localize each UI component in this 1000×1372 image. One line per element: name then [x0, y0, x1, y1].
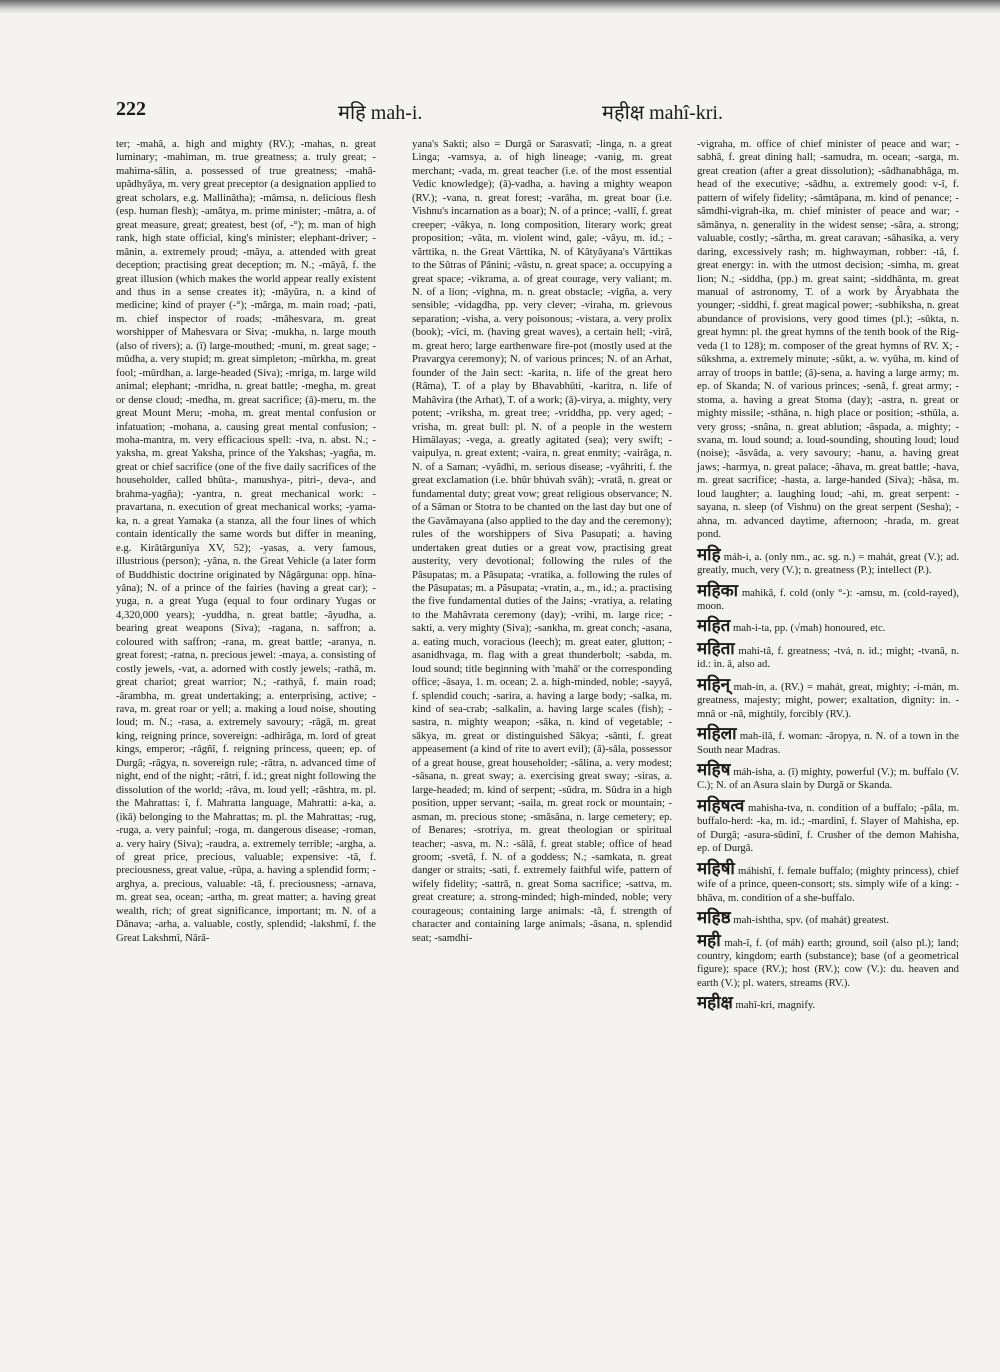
entry-text: mah-ín, a. (RV.) = mahát, great, mighty; -i-mán, m. greatness, majesty; might, power; exaltation, dignity: in. -mnâ or -nâ, mightily, forcibly (RV.).	[697, 680, 959, 720]
right-running-head: महीक्ष mahî-kri.	[602, 102, 723, 124]
entry-text: mah-i-ta, pp. (√mah) honoured, etc.	[732, 622, 886, 635]
entry-headword: महिषत्व	[697, 795, 745, 815]
dictionary-entry	[697, 994, 959, 1012]
entry-headword: महीक्ष	[697, 993, 733, 1013]
entry-headword: महिका	[697, 580, 739, 600]
entry-text: mahi-tâ, f. greatness; -tvá, n. id.; might; -tvanâ, n. id.: in. â, also ad.	[697, 644, 959, 671]
entry-headword: महित	[697, 616, 731, 636]
entry-text: máh-isha, a. (î) mighty, powerful (V.); m. buffalo (V. C.); N. of an Asura slain by Durgâ or Skanda.	[697, 766, 960, 792]
dictionary-entry	[697, 761, 959, 793]
entry-headword: महिष्ठ	[697, 908, 731, 928]
dictionary-entry	[697, 617, 959, 635]
page-header	[116, 98, 896, 126]
entry-headword: मही	[697, 930, 721, 950]
entry-text: máhishî, f. female buffalo; (mighty princess), chief wife of a prince, queen-consort; sts. simply wife of a king: -bhâva, m. condition of a she-buffalo.	[697, 864, 959, 904]
entry-headword: महिला	[697, 724, 737, 744]
entry-text: mah-î, f. (of máh) earth; ground, soil (also pl.); land; country, kingdom; earth (substance); base (of a geometrical figure); space (RV.); host (RV.); cow (V.): du. heaven and earth (V.); pl. waters, streams (RV.).	[697, 936, 959, 989]
dictionary-entry	[697, 582, 959, 614]
entry-text: mah-ishtha, spv. (of mahát) greatest.	[733, 914, 889, 927]
dictionary-entry	[697, 797, 959, 856]
entry-headword: महिष	[697, 760, 731, 780]
column-3	[697, 138, 959, 1013]
column-text: yana's Sakti; also = Durgâ or Sarasvatî; -linga, n. a great Linga; -vamsya, a. of high lineage; -vanig, m. great merchant; -vada, m. great teacher (i.e. of the most essential Vedic knowledge); (â)-vadha, a. having a mighty weapon (RV.); -vana, n. great forest; -varâha, m. great boar (i.e. Vishnu's incarnation as a boar); N. of a prince; -vallî, f. great creeper; -vâkya, n. long composition, literary work; great proposition; -vâta, m. violent wind, gale; -vâyu, m. id.; -vârttika, n. the Great Vârttika, N. of Kâtyâyana's Vârttikas to the Sûtras of Pânini; -vâstu, n. great space; a. occupying a great space; -vikrama, a. of great courage, very valiant; m. N. of a lion; -vighna, m. n. great obstacle; -vigña, a. very sensible; -vidagdha, pp. very clever; -viraha, m. grievous separation; -visha, a. very poisonous; -vistara, a. very prolix (book); -vîci, m. (having great waves), a certain hell; -virâ, m. great hero; large earthenware fire-pot (mostly used at the Pravargya ceremony); N. of various princes; N. of an Arhat, founder of the Jain sect: -karita, n. life of the great hero (Râma), T. of a play by Bhavabhûti, -karitra, n. life of Mahâvira (the Arhat), T. of a work; (â)-virya, a. mighty, very potent; -vriksha, m. great tree; -vriddha, pp. very aged; -vrisha, m. great bull: pl. N. of a people in the western Himâlayas; -vega, a. greatly agitated (sea); very swift; -vaipulya, n. great extent; -vaira, n. great enmity; -vairâga, n. N. of a Saman; -vyâdhi, m. serious disease; -vyâhriti, f. the great exclamation (i.e. bhûr bhúvah svâh); -vratâ, n. great or fundamental duty; great vow; great religious observance; N. of a Sâman or Stotra to be chanted on the last day but one of the Gavâmayana (also applied to the day and the ceremony); rules of the worshippers of Siva Pasupati; a. having undertaken great duties or a great vow, practising great austerity, very devotional; following the rules of the Pâsupatas; m. a Pâsupata; -vratika, a. following the rules of the Pâsupatas; m. a Pâsupata; -vratin, a., m., id.; a. practising the five fundamental duties of the Jains; -vratiya, a. relating to the Mahâvrata ceremony (day); -vrihi, m. large rice; -sakti, a. very mighty (Siva); -sankha, m. great conch; -asana, a. eating much, voracious (leech); m. great eater, glutton; -asanidhvaga, m. flag with a great thunderbolt; -sabda, m. loud sound; title beginning with 'mahâ' or the corresponding office; -âsaya, 1. m. ocean; 2. a. high-minded, noble; -sayyâ, f. splendid couch; -sarira, a. having a large body; -salka, m. kind of sea-crab; -salkalin, a. having large scales (fish); -sastra, n. mighty weapon; -sâka, n. kind of vegetable; -sâkya, m. great or distinguished Sâkya; -sânti, f. great appeasement (a kind of rite to avert evil); (â)-sâla, possessor of a great house, great householder; -sâlina, a. very modest; -sâsana, n. great sway; a. exercising great sway; -siras, a. large-headed; m. kind of serpent; -sûdra, m. Sûdra in a high position, upper servant; -saila, m. great rock or mountain; -asman, m. precious stone; -smâsâna, n. large cemetery; ep. of Benares; -srotriya, m. great theologian or spiritual teacher; -asva, m. N.: -sâlâ, f. great stable; office of head groom; -svetâ, f. N. of a goddess; N.; -samkata, n. great danger or straits; -sati, f. extremely faithful wife, pattern of wifely fidelity; -sattrâ, n. great Soma sacrifice; -sattva, m. great creature; a. strong-minded; high-minded, noble; very courageous; containing large animals: -tâ, f. strength of character and containing large animals; -âsana, n. splendid seat; -samdhi-	[412, 138, 673, 944]
dictionary-entry	[697, 932, 959, 991]
entry-headword: महिन्	[697, 674, 731, 694]
column-text: -vigraha, m. office of chief minister of peace and war; -sabhâ, f. great dining hall; -samudra, m. ocean; -sarga, m. great creation (after a great dissolution); -sâdhanabhâga, m. head of the executive; -sâdhu, a. extremely good: v-î, f. pattern of wifely fidelity; -sâmtâpana, m. kind of penance; -sâmdhi-vigrah-ika, m. chief minister of peace and war; -sâmânya, n. generality in the widest sense; -sâra, a. strong; valuable, costly; -sârtha, m. great caravan; -sâhasika, a. very daring, excessively rash; m. highwayman, robber: -tâ, f. great energy: in. with the utmost decision; -simha, m. great lion; N.; -siddha, (pp.) m. great saint; -siddhânta, m. great manual of astronomy, T. of a work by Âryabhata the younger; -siddhi, f. great magical power; -subhiksha, n. great abundance of provisions, very good times (pl.); -sûkta, n. great hymn: pl. the great hymns of the tenth book of the Rig-veda (1 to 128); m. composer of the great hymns of RV. X; -sûkshma, a. extremely minute; -sûkt, a. w. vyûha, m. kind of array of troops in battle; (â)-sena, a. having a large army; m. ep. of Skanda; N. of various princes; -senâ, f. great army; -stoma, a. having a great Stoma (day); -astra, n. great or mighty missile; -sthâna, n. high place or position; -sthûla, a. very gross; -snâna, n. great ablution; -âspada, a. mighty; -svana, m. loud sound; a. loud-sounding, shouting loud; loud (noise); -âsvâda, a. very savoury; -hanu, a. having great jaws; -harmya, n. great palace; -âhava, m. great battle; -hava, m. great sacrifice; -hasta, a. large-handed (Siva); -hâsa, m. loud laughter; a. laughing loud; -ahi, m. great serpent: -sayana, n. sleep (of Vishnu) on the great serpent (Sesha); -ahna, m. advanced daytime, afternoon; -hrada, m. great pond.	[697, 138, 959, 541]
column-1	[116, 138, 376, 945]
page-number: 222	[116, 98, 146, 120]
column-2	[412, 138, 672, 945]
entry-headword: महि	[697, 544, 721, 564]
entry-headword: महिता	[697, 638, 735, 658]
entry-text: máh-i, a. (only nm., ac. sg. n.) = mahát, great (V.); ad. greatly, much, very (V.); n. greatness (P.); intellect (P.).	[697, 550, 959, 577]
dictionary-entry	[697, 725, 959, 757]
left-running-head: महि mah-i.	[338, 102, 423, 124]
dictionary-entry	[697, 546, 959, 578]
entry-text: mahikâ, f. cold (only °-): -amsu, m. (cold-rayed), moon.	[697, 586, 959, 612]
dictionary-entry	[697, 640, 959, 672]
entry-text: mahî-kri, magnify.	[735, 999, 816, 1012]
dictionary-entry	[697, 676, 959, 721]
dictionary-entry	[697, 860, 959, 905]
entry-text: mahisha-tva, n. condition of a buffalo; -pâla, m. buffalo-herd: -ka, m. id.; -mardinî, f. Slayer of Mahisha, ep. of Durgâ; -asura-sûdinî, f. Crusher of the demon Mahisha, ep. of Durgâ.	[697, 801, 960, 855]
scan-edge	[0, 0, 1000, 14]
dictionary-entry	[697, 909, 959, 927]
entry-text: mah-ilâ, f. woman: -âropya, n. N. of a town in the South near Madras.	[697, 730, 959, 756]
entry-headword: महिषी	[697, 858, 735, 878]
column-text: ter; -mahâ, a. high and mighty (RV.); -mahas, n. great luminary; -mahiman, m. true greatness; a. truly great; -mahima-sâlin, a. possessed of true greatness; -mahâ-upâdhyâya, m. very great preceptor (a designation applied to great scholars, e.g. Mallinâtha); -mâmsa, n. delicious flesh (esp. human flesh); -amâtya, m. prime minister; -mâtra, a. of great measure, great; greatest, best (of, -°); m. man of high rank, high state official, king's minister; elephant-driver; -mânin, a. extremely proud; -mâya, a. attended with great deception; practising great deception; m. N.; -mâyâ, f. the great illusion (which makes the world appear really existent and thus in a sense creates it); -mâyûra, n. a kind of medicine; kind of prayer (-°); -mârga, m. main road; -pati, m. chief inspector of roads; -mâhesvara, m. great worshipper of Mahesvara or Siva; -mukha, n. large mouth (also of rivers); a. (î) large-mouthed; -muni, m. great sage; -mûdha, a. very stupid; m. great simpleton; -mûrkha, m. great fool; -mûrdhan, a. large-headed (Siva); -mriga, m. large wild animal; elephant; -mridha, n. great battle; -megha, m. great or dense cloud; -medha, m. great sacrifice; (â)-meru, m. the great Mount Meru; -moha, m. great mental confusion or infatuation; -mohana, a. causing great mental confusion; -moha-mantra, m. very efficacious spell: -tva, n. abst. N.; -yaksha, m. great Yaksha, prince of the Yakshas; -yagña, m. great or chief sacrifice (one of the five daily sacrifices of the householder, called bhûta-, manushya-, pitri-, deva-, and brahma-yagña); -yantra, n. great mechanical work: -pravartana, n. execution of great mechanical works; -yama-ka, n. a great Yamaka (a stanza, all the four lines of which contain identically the same words but differ in meaning, e.g. Kirâtârgunîya XV, 52); -yasas, a. very famous, illustrious (person); -yâna, n. the Great Vehicle (a later form of Buddhistic doctrine originated by Nâgârguna: opp. hîna-yâna); N. of a prince of the fairies (having a great car); -yuga, n. a great Yuga (equal to four ordinary Yugas or 4,320,000 years); -yuddha, n. great battle; -âyudha, a. bearing great weapons (Siva); -ragana, n. saffron; a. coloured with saffron; -rana, m. great battle; -aranya, n. great forest; -ratna, n. precious jewel: -maya, a. consisting of costly jewels, -vat, a. adorned with costly jewels; -rathâ, m. great chariot; great warrior; N.; -rathyâ, f. main road; -ârambha, m. great undertaking; a. enterprising, active; -rava, m. great roar or yell; a. making a loud noise, shouting loud; m. N.; -rasa, a. extremely savoury; -râgâ, m. great king, reigning prince, sovereign: -adhirâga, m. lord of great kings, emperor; -râgñî, f. reigning princess, queen; ep. of Durgâ; -râgya, n. sovereign rule; -râtra, n. advanced time of night, end of the night; -râtri, f. id.; great night following the dissolution of the world; -râva, m. loud yell; -râshtra, m. pl. the Mahrattas: î, f. Mahratta language, Mahratti: a-ka, a. (ikâ) belonging to the Mahrattas; m. pl. the Mahrattas; -rug, -ruga, a. very painful; -roga, m. dangerous disease; -roman, a. very hairy (Siva); -raudra, a. extremely terrible; -argha, a. of great price, precious, valuable; expensive: -tâ, f. preciousness, great value, -rûpa, a. having a splendid form; -arghya, a. precious, valuable: -tâ, f. preciousness; -arnava, m. great sea, ocean; -artha, m. great matter; a. having great wealth, rich; of great significance, important; m. N. of a Dânava; -arha, a. valuable, costly, splendid; -lakshmî, f. the Great Lakshmî, Nârâ-	[116, 138, 377, 944]
